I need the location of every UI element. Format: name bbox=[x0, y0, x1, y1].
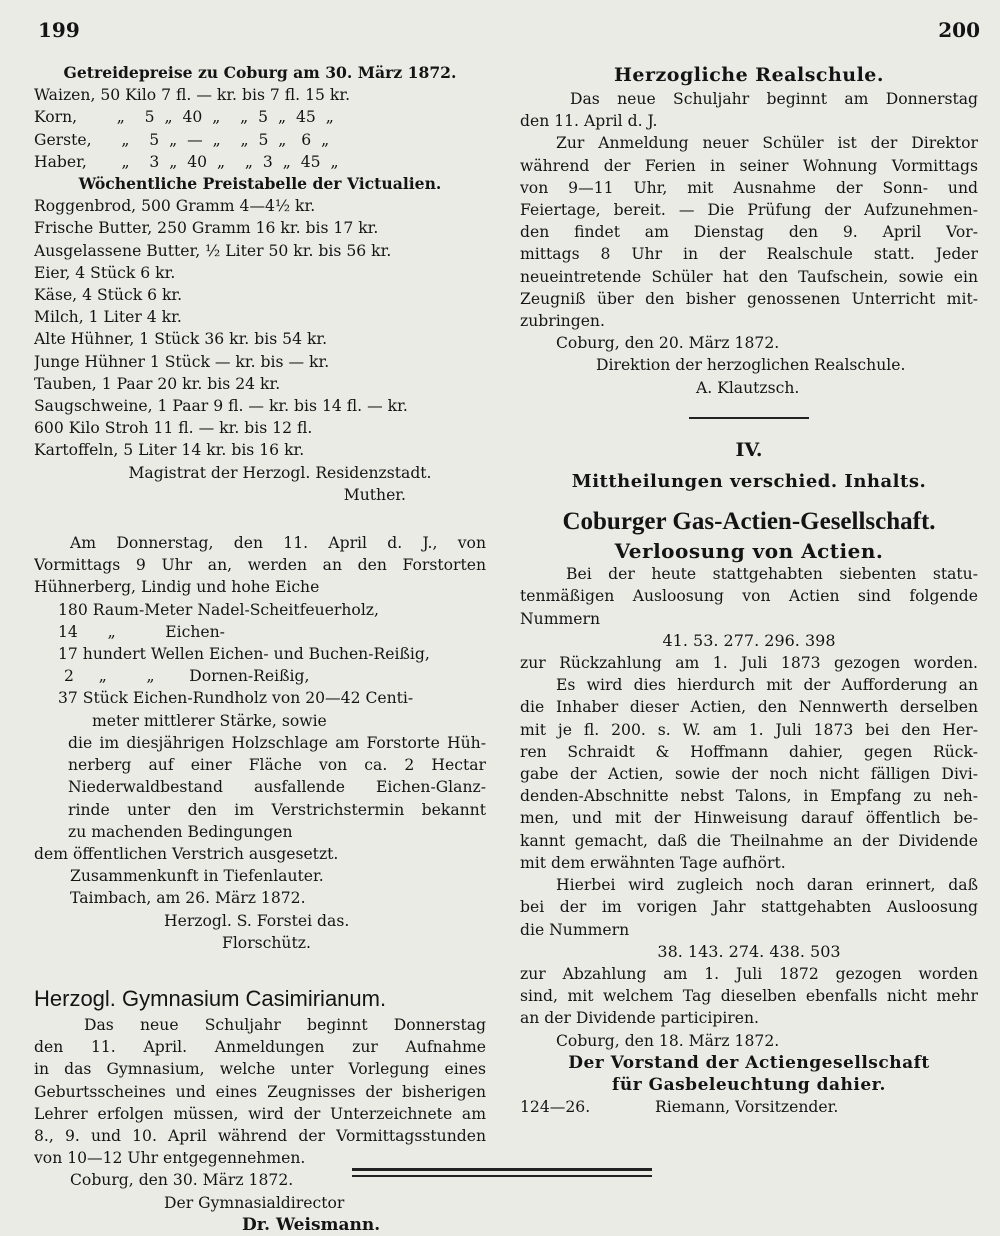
realschule-line: Das neue Schuljahr beginnt am Donnerstag bbox=[570, 90, 978, 108]
auction-text-line: nerberg auf einer Fläche von ca. 2 Hectar bbox=[68, 756, 486, 775]
section-divider bbox=[689, 417, 809, 419]
gas-text-line: ren Schraidt & Hoffmann dahier, gegen Rück- bbox=[520, 742, 978, 761]
gas-text-line: kannt gemacht, daß die Theilnahme an der Dividende bbox=[520, 831, 978, 850]
gas-text-line: tenmäßigen Ausloosung von Actien sind folgende bbox=[520, 587, 978, 606]
gymnasium-signature-name: Dr. Weismann. bbox=[242, 1214, 381, 1235]
victual-line: Eier, 4 Stück 6 kr. bbox=[34, 263, 176, 282]
gas-text-line: zur Abzahlung am 1. Juli 1872 gezogen worden bbox=[520, 964, 978, 983]
gas-text-line: men, und mit der Hinweisung darauf öffentlich be- bbox=[520, 809, 978, 828]
gas-text-line: Es wird dies hierdurch mit der Aufforderung an bbox=[556, 676, 978, 695]
gas-text-line: die Inhaber dieser Actien, den Nennwerth derselben bbox=[520, 698, 978, 717]
victual-line: Saugschweine, 1 Paar 9 fl. — kr. bis 14 fl. — kr. bbox=[34, 397, 408, 416]
grain-price-line: Haber, „ 3 „ 40 „ „ 3 „ 45 „ bbox=[34, 152, 339, 171]
magistrat-signature: Magistrat der Herzogl. Residenzstadt. bbox=[128, 463, 432, 482]
gymnasium-date: Coburg, den 30. März 1872. bbox=[70, 1171, 294, 1190]
gas-board-line-2: für Gasbeleuchtung dahier. bbox=[612, 1074, 886, 1095]
victual-line: 600 Kilo Stroh 11 fl. — kr. bis 12 fl. bbox=[34, 419, 313, 438]
victual-line: Käse, 4 Stück 6 kr. bbox=[34, 286, 183, 305]
auction-item: 180 Raum-Meter Nadel-Scheitfeuerholz, bbox=[58, 600, 379, 619]
auction-text-line: zu machenden Bedingungen bbox=[68, 822, 293, 841]
realschule-date: Coburg, den 20. März 1872. bbox=[556, 334, 780, 353]
auction-text-line: Niederwaldbestand ausfallende Eichen-Glanz- bbox=[68, 778, 486, 797]
gas-signature-row bbox=[520, 1096, 978, 1118]
grain-prices-section bbox=[34, 62, 486, 506]
gas-text-line: Bei der heute stattgehabten siebenten statu- bbox=[566, 565, 978, 584]
gas-company-section bbox=[520, 505, 978, 1118]
florschuetz-signature: Florschütz. bbox=[222, 933, 311, 952]
gas-text-line: mit je fl. 200. s. W. am 1. Juli 1873 bei den Her- bbox=[520, 720, 978, 739]
page-number-right: 200 bbox=[938, 18, 980, 42]
left-column bbox=[34, 62, 486, 1236]
realschule-signature-name: A. Klautzsch. bbox=[696, 378, 800, 397]
auction-text-line: rinde unter den im Verstrichstermin bekannt bbox=[68, 800, 486, 819]
gas-text-line: Nummern bbox=[520, 609, 600, 628]
auction-line: Am Donnerstag, den 11. April d. J., von bbox=[70, 534, 486, 553]
realschule-line: Zur Anmeldung neuer Schüler ist der Direktor bbox=[556, 134, 978, 153]
misc-section bbox=[520, 439, 978, 493]
grain-prices-title: Getreidepreise zu Coburg am 30. März 1872. bbox=[63, 63, 457, 82]
auction-text-line: Zusammenkunft in Tiefenlauter. bbox=[70, 867, 324, 886]
gas-company-title: Coburger Gas-Actien-Gesellschaft. bbox=[562, 508, 936, 536]
auction-section bbox=[34, 532, 486, 954]
victual-line: Junge Hühner 1 Stück — kr. bis — kr. bbox=[34, 352, 330, 371]
gas-company-subtitle: Verloosung von Actien. bbox=[614, 539, 884, 564]
victual-line: Roggenbrod, 500 Gramm 4—4½ kr. bbox=[34, 197, 316, 216]
realschule-signature-title: Direktion der herzoglichen Realschule. bbox=[596, 356, 906, 375]
gas-text-line: gabe der Actien, sowie der noch nicht fälligen Divi- bbox=[520, 765, 978, 784]
gas-text-line: sind, mit welchem Tag dieselben ebenfalls nicht mehr bbox=[520, 987, 978, 1006]
victual-line: Kartoffeln, 5 Liter 14 kr. bis 16 kr. bbox=[34, 441, 305, 460]
muther-signature: Muther. bbox=[343, 485, 406, 504]
victual-line: Frische Butter, 250 Gramm 16 kr. bis 17 kr. bbox=[34, 219, 379, 238]
realschule-title: Herzogliche Realschule. bbox=[613, 64, 885, 86]
section-title: Mittheilungen verschied. Inhalts. bbox=[571, 471, 927, 493]
right-column bbox=[520, 62, 978, 1118]
gas-board-line-1: Der Vorstand der Actiengesellschaft bbox=[568, 1052, 930, 1073]
gymnasium-line: 8., 9. und 10. April während der Vormittagsstunden bbox=[34, 1126, 486, 1145]
grain-price-line: Gerste, „ 5 „ — „ „ 5 „ 6 „ bbox=[34, 130, 330, 149]
auction-text-line: Taimbach, am 26. März 1872. bbox=[70, 889, 306, 908]
gymnasium-signature-title: Der Gymnasialdirector bbox=[164, 1193, 345, 1212]
auction-line: Vormittags 9 Uhr an, werden an den Forstorten bbox=[34, 556, 486, 575]
realschule-section bbox=[520, 62, 978, 399]
gymnasium-section bbox=[34, 984, 486, 1236]
auction-item: 17 hundert Wellen Eichen- und Buchen-Reißig, bbox=[58, 645, 430, 664]
section-number: IV. bbox=[735, 438, 763, 461]
victual-line: Tauben, 1 Paar 20 kr. bis 24 kr. bbox=[34, 374, 281, 393]
gas-text-line: mit dem erwähnten Tage aufhört. bbox=[520, 853, 786, 872]
drawn-numbers-1873: 41. 53. 277. 296. 398 bbox=[662, 630, 836, 650]
realschule-line: den 11. April d. J. bbox=[520, 112, 658, 131]
gymnasium-title: Herzogl. Gymnasium Casimirianum. bbox=[34, 985, 387, 1011]
gymnasium-line: Geburtsscheines und eines Zeugnisses der bisherigen bbox=[34, 1082, 486, 1101]
gas-text-line: die Nummern bbox=[520, 920, 630, 939]
realschule-line: den findet am Dienstag den 9. April Vor- bbox=[520, 223, 978, 242]
gas-text-line: Hierbei wird zugleich noch daran erinnert, daß bbox=[556, 876, 978, 895]
realschule-line: während der Ferien in seiner Wohnung Vormittags bbox=[520, 156, 978, 175]
grain-price-line: Korn, „ 5 „ 40 „ „ 5 „ 45 „ bbox=[34, 108, 334, 127]
auction-text-line: die im diesjährigen Holzschlage am Forstorte Hüh- bbox=[68, 733, 486, 752]
realschule-line: von 9—11 Uhr, mit Ausnahme der Sonn- und bbox=[520, 178, 978, 197]
auction-item: meter mittlerer Stärke, sowie bbox=[92, 711, 327, 730]
victual-line: Alte Hühner, 1 Stück 36 kr. bis 54 kr. bbox=[34, 330, 328, 349]
auction-item: 37 Stück Eichen-Rundholz von 20—42 Centi- bbox=[58, 689, 414, 708]
gas-text-line: zur Rückzahlung am 1. Juli 1873 gezogen worden. bbox=[520, 654, 978, 673]
gas-text-line: denden-Abschnitte nebst Talons, in Empfang zu neh- bbox=[520, 787, 978, 806]
gas-chairman: Riemann, Vorsitzender. bbox=[654, 1098, 839, 1117]
gymnasium-line: Das neue Schuljahr beginnt Donnerstag bbox=[84, 1015, 486, 1034]
drawn-numbers-1872: 38. 143. 274. 438. 503 bbox=[657, 941, 841, 961]
gas-text-line: an der Dividende participiren. bbox=[520, 1009, 759, 1028]
gymnasium-line: von 10—12 Uhr entgegennehmen. bbox=[34, 1149, 306, 1168]
auction-item: 14 „ Eichen- bbox=[58, 622, 225, 641]
gas-date: Coburg, den 18. März 1872. bbox=[556, 1031, 780, 1050]
gas-reference: 124—26. bbox=[520, 1098, 591, 1117]
page-bottom-rule bbox=[352, 1168, 652, 1177]
realschule-line: Zeugniß über den bisher genossenen Unterricht mit- bbox=[520, 289, 978, 308]
realschule-line: neueintretende Schüler hat den Taufschein, sowie ein bbox=[520, 267, 978, 286]
auction-line: Hühnerberg, Lindig und hohe Eiche bbox=[34, 578, 320, 597]
gas-text-line: bei der im vorigen Jahr stattgehabten Ausloosung bbox=[520, 898, 978, 917]
victuals-title: Wöchentliche Preistabelle der Victualien. bbox=[78, 174, 442, 194]
realschule-line: mittags 8 Uhr in der Realschule statt. Jeder bbox=[520, 245, 978, 264]
gymnasium-line: Lehrer erfolgen müssen, wird der Unterzeichnete am bbox=[34, 1104, 486, 1123]
forstei-signature: Herzogl. S. Forstei das. bbox=[164, 911, 350, 930]
realschule-line: Feiertage, bereit. — Die Prüfung der Aufzunehmen- bbox=[520, 201, 978, 220]
auction-item: 2 „ „ Dornen-Reißig, bbox=[64, 667, 310, 686]
gymnasium-line: in das Gymnasium, welche unter Vorlegung eines bbox=[34, 1060, 486, 1079]
page-number-left: 199 bbox=[38, 18, 80, 42]
gymnasium-line: den 11. April. Anmeldungen zur Aufnahme bbox=[34, 1038, 486, 1057]
auction-text-line: dem öffentlichen Verstrich ausgesetzt. bbox=[34, 844, 339, 863]
victual-line: Ausgelassene Butter, ½ Liter 50 kr. bis 56 kr. bbox=[34, 241, 392, 260]
grain-price-line: Waizen, 50 Kilo 7 fl. — kr. bis 7 fl. 15 kr. bbox=[34, 86, 351, 105]
realschule-line: zubringen. bbox=[520, 312, 605, 331]
victual-line: Milch, 1 Liter 4 kr. bbox=[34, 308, 182, 327]
